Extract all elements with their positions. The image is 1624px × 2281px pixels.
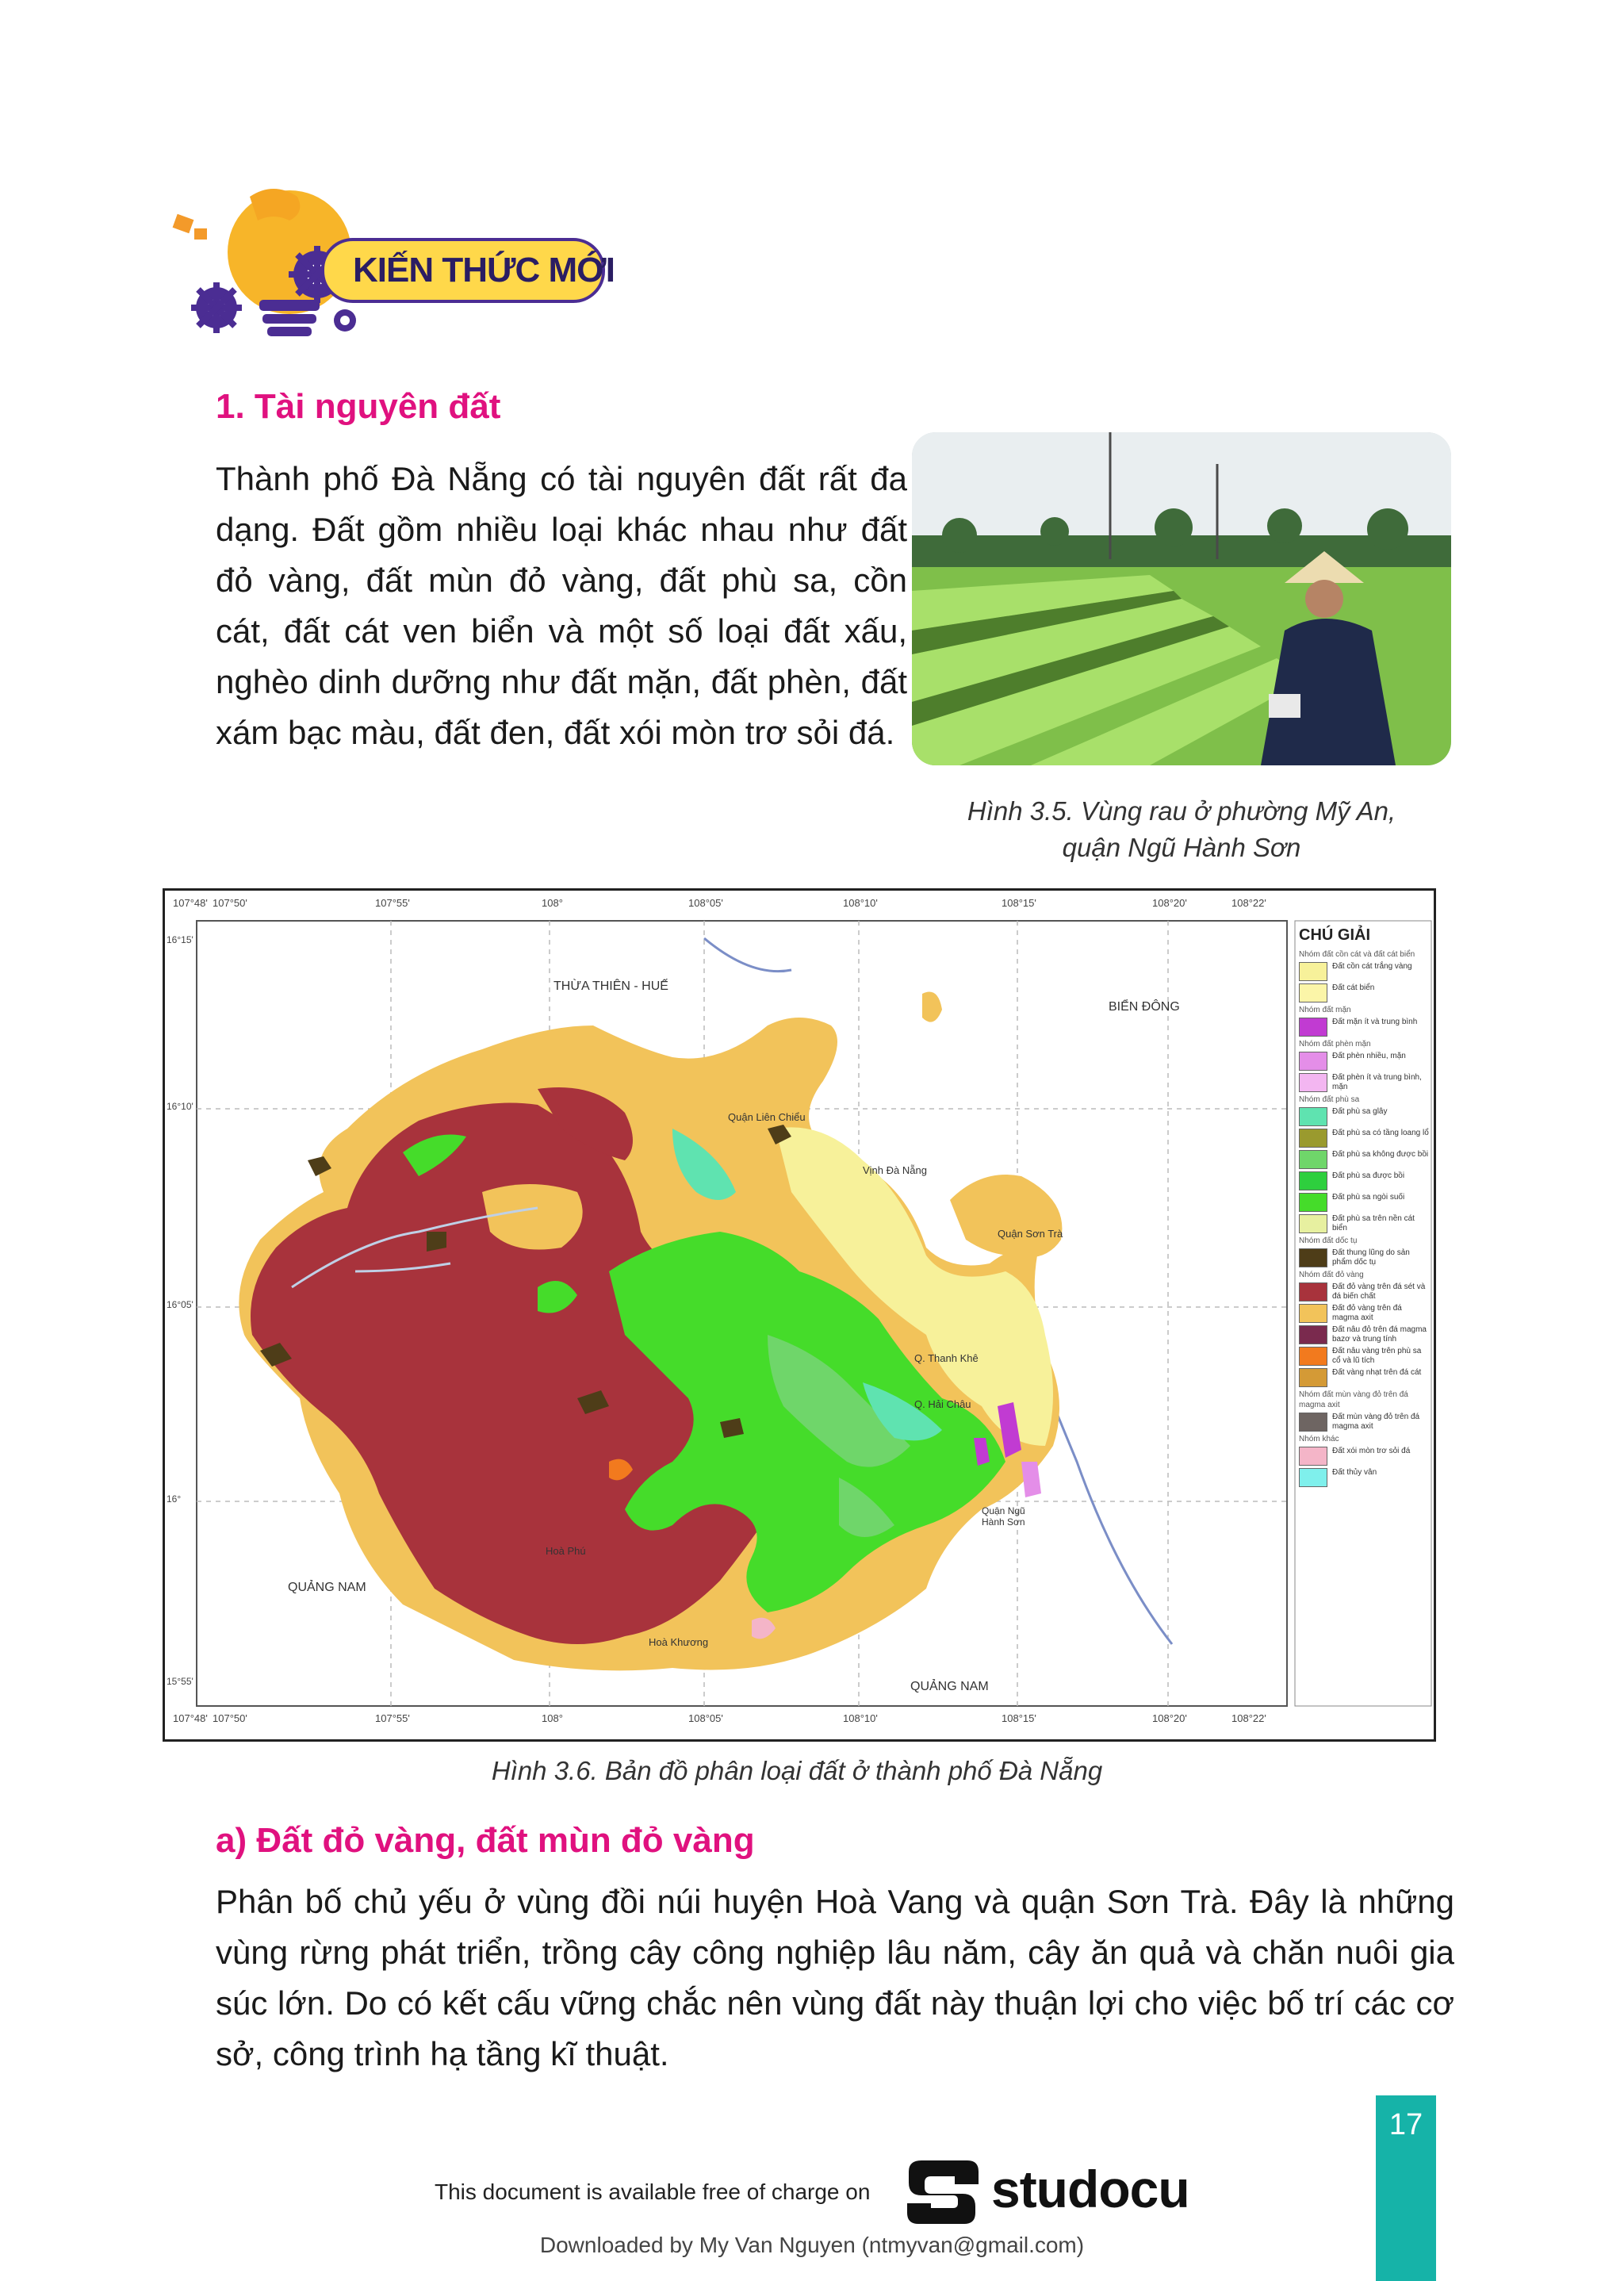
legend-swatch bbox=[1299, 1073, 1327, 1092]
label-bien-dong: BIỂN ĐÔNG bbox=[1109, 1000, 1180, 1014]
label-hoa-phu: Hoà Phú bbox=[546, 1545, 586, 1557]
legend-item bbox=[1299, 1282, 1430, 1302]
figure-3-5-caption bbox=[936, 793, 1427, 866]
legend-group-text: Nhóm đất cồn cát và đất cát biển bbox=[1299, 950, 1415, 959]
legend-label: Đất thung lũng do sản phẩm dốc tụ bbox=[1332, 1248, 1410, 1267]
tick-label: 108°15' bbox=[1002, 897, 1036, 909]
legend-swatch bbox=[1299, 962, 1327, 981]
legend-swatch bbox=[1299, 1193, 1327, 1212]
legend-item bbox=[1299, 1171, 1430, 1190]
legend-group-label bbox=[1299, 1094, 1430, 1105]
legend-group-label bbox=[1299, 1005, 1430, 1015]
legend-item bbox=[1299, 1248, 1430, 1267]
footer-note: This document is available free of charge on bbox=[435, 2179, 871, 2204]
legend-item bbox=[1299, 1368, 1430, 1387]
legend-label: Đất phù sa không được bồi bbox=[1332, 1150, 1429, 1159]
legend-item bbox=[1299, 1447, 1430, 1466]
tick-label: 107°55' bbox=[375, 1712, 410, 1724]
tick-label: 108°05' bbox=[688, 897, 723, 909]
legend-group-label bbox=[1299, 1270, 1430, 1280]
legend-label: Đất phù sa được bồi bbox=[1332, 1171, 1405, 1180]
legend-label: Đất cát biển bbox=[1332, 983, 1375, 992]
legend-item bbox=[1299, 983, 1430, 1002]
studocu-wordmark[interactable]: studocu bbox=[991, 2160, 1189, 2218]
legend-swatch bbox=[1299, 1214, 1327, 1233]
legend-label: Đất phèn ít và trung bình, mặn bbox=[1332, 1073, 1422, 1091]
legend-swatch bbox=[1299, 1447, 1327, 1466]
legend-swatch bbox=[1299, 983, 1327, 1002]
tick-label: 16°10' bbox=[167, 1101, 193, 1112]
legend-swatch bbox=[1299, 1413, 1327, 1432]
legend-label: Đất mặn ít và trung bình bbox=[1332, 1018, 1418, 1026]
page-number: 17 bbox=[1388, 2108, 1423, 2141]
legend-label: Đất thủy vân bbox=[1332, 1468, 1377, 1477]
legend-swatch bbox=[1299, 1368, 1327, 1387]
legend-item bbox=[1299, 1468, 1430, 1487]
legend-label: Đất cồn cát trắng vàng bbox=[1332, 962, 1412, 971]
legend-item bbox=[1299, 1325, 1430, 1344]
legend-item bbox=[1299, 1413, 1430, 1432]
tick-label: 107°55' bbox=[375, 897, 410, 909]
legend-swatch bbox=[1299, 1171, 1327, 1190]
section-header-badge bbox=[170, 181, 615, 347]
legend-label: Đất vàng nhạt trên đá cát bbox=[1332, 1368, 1422, 1377]
legend-label: Đất nâu đỏ trên đá magma bazơ và trung tính bbox=[1332, 1325, 1427, 1344]
tick-label: 16° bbox=[167, 1493, 182, 1505]
legend-swatch bbox=[1299, 1347, 1327, 1366]
legend-item bbox=[1299, 1129, 1430, 1148]
label-q-thanh-khe: Q. Thanh Khê bbox=[914, 1352, 979, 1364]
legend-group-text: Nhóm đất mặn bbox=[1299, 1006, 1351, 1014]
legend-swatch bbox=[1299, 1129, 1327, 1148]
label-quan-son-tra: Quận Sơn Trà bbox=[998, 1228, 1063, 1240]
label-quan-lien-chieu: Quận Liên Chiểu bbox=[728, 1111, 806, 1123]
legend-label: Đất phù sa có tầng loang lổ bbox=[1332, 1129, 1429, 1137]
label-quang-nam-west: QUẢNG NAM bbox=[288, 1581, 366, 1594]
tick-label: 15°55' bbox=[167, 1676, 193, 1687]
legend-swatch bbox=[1299, 1018, 1327, 1037]
map-legend bbox=[1299, 926, 1430, 1489]
legend-label: Đất xói mòn trơ sỏi đá bbox=[1332, 1447, 1411, 1455]
tick-label: 108°22' bbox=[1231, 897, 1266, 909]
legend-group-label bbox=[1299, 1039, 1430, 1049]
legend-label: Đất đỏ vàng trên đá magma axit bbox=[1332, 1304, 1402, 1322]
legend-group-text: Nhóm khác bbox=[1299, 1435, 1339, 1443]
caption-line: quận Ngũ Hành Sơn bbox=[1062, 833, 1301, 862]
soil-map bbox=[163, 888, 1436, 1742]
legend-item bbox=[1299, 962, 1430, 981]
legend-label: Đất nâu vàng trên phù sa cổ và lũ tích bbox=[1332, 1347, 1422, 1365]
legend-swatch bbox=[1299, 1150, 1327, 1169]
legend-item bbox=[1299, 1107, 1430, 1126]
label-thua-thien-hue: THỪA THIÊN - HUẾ bbox=[553, 979, 668, 993]
legend-item bbox=[1299, 1018, 1430, 1037]
legend-swatch bbox=[1299, 1052, 1327, 1071]
tick-label: 108°10' bbox=[843, 1712, 878, 1724]
legend-item bbox=[1299, 1052, 1430, 1071]
tick-label: 108°05' bbox=[688, 1712, 723, 1724]
section-title: 1. Tài nguyên đất bbox=[216, 387, 501, 426]
legend-label: Đất đỏ vàng trên đá sét và đá biến chất bbox=[1332, 1282, 1426, 1301]
legend-label: Đất phù sa ngòi suối bbox=[1332, 1193, 1405, 1202]
label-hoa-khuong: Hoà Khương bbox=[649, 1636, 709, 1648]
legend-group-label bbox=[1299, 1434, 1430, 1444]
legend-label: Đất mùn vàng đỏ trên đá magma axit bbox=[1332, 1413, 1420, 1431]
legend-group-label bbox=[1299, 949, 1430, 960]
photo-vegetable-field bbox=[912, 432, 1451, 765]
legend-swatch bbox=[1299, 1248, 1327, 1267]
legend-item bbox=[1299, 1193, 1430, 1212]
legend-swatch bbox=[1299, 1325, 1327, 1344]
tick-label: 108°10' bbox=[843, 897, 878, 909]
legend-label: Đất phèn nhiều, mặn bbox=[1332, 1052, 1406, 1060]
studocu-logo-icon[interactable] bbox=[906, 2156, 985, 2229]
tick-label: 107°50' bbox=[213, 1712, 247, 1724]
legend-group-text: Nhóm đất mùn vàng đỏ trên đá magma axit bbox=[1299, 1390, 1408, 1409]
legend-group-label bbox=[1299, 1236, 1430, 1246]
legend-swatch bbox=[1299, 1468, 1327, 1487]
label-vinh-da-nang: Vịnh Đà Nẵng bbox=[863, 1164, 927, 1176]
tick-label: 108°20' bbox=[1152, 1712, 1187, 1724]
legend-swatch bbox=[1299, 1304, 1327, 1323]
tick-label: 16°05' bbox=[167, 1299, 193, 1310]
legend-group-text: Nhóm đất dốc tụ bbox=[1299, 1236, 1358, 1245]
tick-label: 107°48' bbox=[173, 897, 208, 909]
footer-downloaded-by: Downloaded by My Van Nguyen (ntmyvan@gmail.com) bbox=[539, 2233, 1085, 2257]
legend-group-text: Nhóm đất phù sa bbox=[1299, 1095, 1360, 1104]
legend-label: Đất phù sa glây bbox=[1332, 1107, 1388, 1116]
caption-line: Hình 3.5. Vùng rau ở phường Mỹ An, bbox=[967, 796, 1396, 826]
legend-item bbox=[1299, 1214, 1430, 1233]
tick-label: 108° bbox=[542, 897, 563, 909]
legend-item bbox=[1299, 1073, 1430, 1092]
section-paragraph: Thành phố Đà Nẵng có tài nguyên đất rất đa dạng. Đất gồm nhiều loại khác nhau như đất đỏ vàng, đất mùn đỏ vàng, đất phù sa, cồn cát, đất cát ven biển và một số loại đất xấu, nghèo dinh dưỡng như đất mặn, đất phèn, đất xám bạc màu, đất đen, đất xói mòn trơ sỏi đá. bbox=[216, 460, 907, 751]
label-quang-nam-south: QUẢNG NAM bbox=[910, 1680, 989, 1693]
legend-group-text: Nhóm đất phèn mặn bbox=[1299, 1040, 1371, 1048]
tick-label: 16°15' bbox=[167, 934, 193, 945]
legend-label: Đất phù sa trên nền cát biển bbox=[1332, 1214, 1415, 1233]
legend-item bbox=[1299, 1347, 1430, 1366]
tick-label: 108°15' bbox=[1002, 1712, 1036, 1724]
label-q-ngu-hanh-son: Quận Ngũ Hành Sơn bbox=[982, 1505, 1025, 1528]
figure-3-6-caption: Hình 3.6. Bản đồ phân loại đất ở thành phố Đà Nẵng bbox=[491, 1756, 1103, 1785]
tick-label: 108°20' bbox=[1152, 897, 1187, 909]
label-q-hai-chau: Q. Hải Châu bbox=[914, 1398, 971, 1410]
tick-label: 108° bbox=[542, 1712, 563, 1724]
legend-group-text: Nhóm đất đỏ vàng bbox=[1299, 1271, 1364, 1279]
legend-group-label bbox=[1299, 1390, 1430, 1410]
tick-label: 108°22' bbox=[1231, 1712, 1266, 1724]
tick-label: 107°48' bbox=[173, 1712, 208, 1724]
subsection-title: a) Đất đỏ vàng, đất mùn đỏ vàng bbox=[216, 1821, 755, 1860]
legend-title: CHÚ GIẢI bbox=[1299, 926, 1370, 944]
tick-label: 107°50' bbox=[213, 897, 247, 909]
map-place-labels bbox=[165, 891, 1291, 1739]
subsection-paragraph: Phân bố chủ yếu ở vùng đồi núi huyện Hoà Vang và quận Sơn Trà. Đây là những vùng rừng phát triển, trồng cây công nghiệp lâu năm, cây ăn quả và chăn nuôi gia súc lớn. Do có kết cấu vững chắc nên vùng đất này thuận lợi cho việc bố trí các cơ sở, công trình hạ tầng kĩ thuật. bbox=[216, 1883, 1454, 2072]
legend-swatch bbox=[1299, 1282, 1327, 1302]
legend-swatch bbox=[1299, 1107, 1327, 1126]
legend-item bbox=[1299, 1150, 1430, 1169]
badge-label: KIẾN THỨC MỚI bbox=[353, 251, 615, 289]
legend-item bbox=[1299, 1304, 1430, 1323]
